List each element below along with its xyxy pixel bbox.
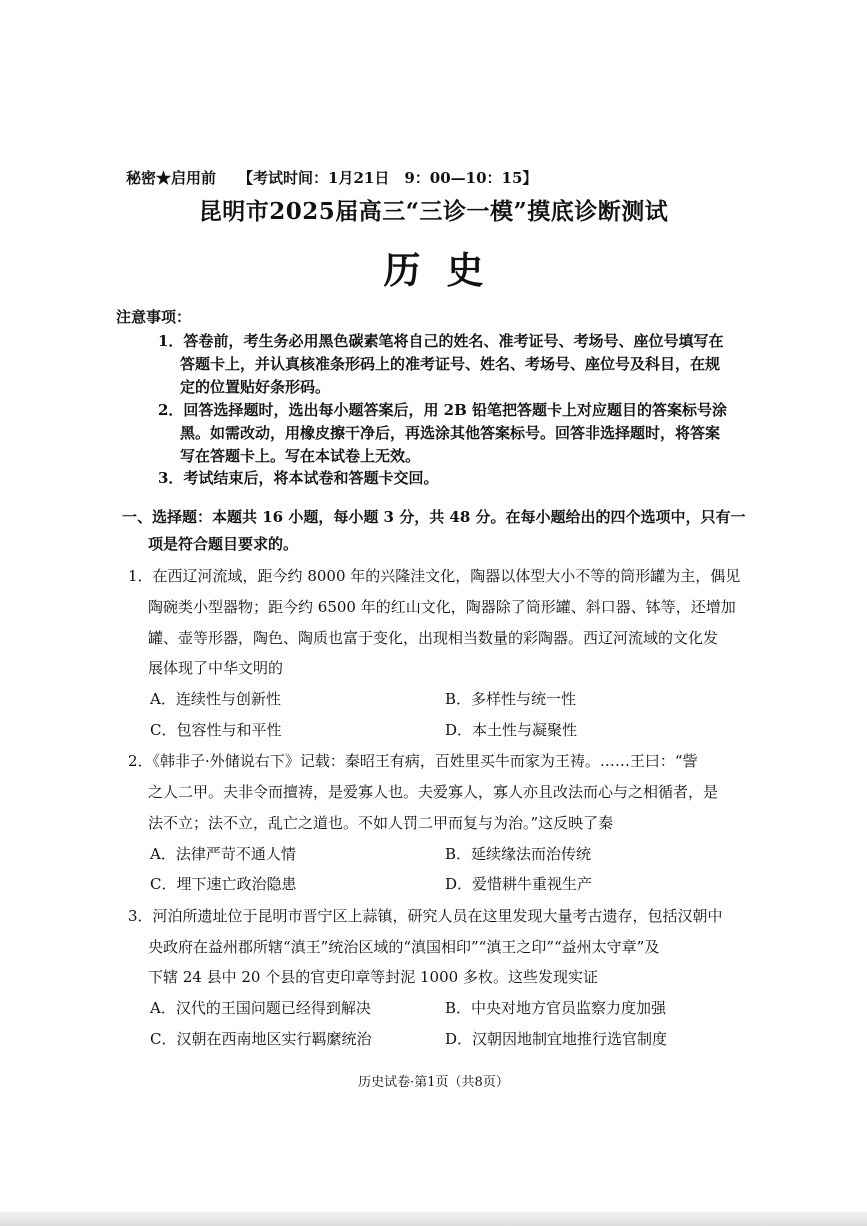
question-2-option-c[interactable]: C．埋下速亡政治隐患 — [150, 875, 297, 893]
notice-line: 3．考试结束后，将本试卷和答题卡交回。 — [158, 469, 439, 487]
notice-line: 黑。如需改动，用橡皮擦干净后，再选涂其他答案标号。回答非选择题时，将答案 — [180, 424, 721, 442]
question-3-line: 央政府在益州郡所辖“滇王”统治区域的“滇国相印”“滇王之印”“益州太守章”及 — [148, 938, 660, 956]
subject-title: 历史 — [383, 248, 510, 292]
question-3-line: 下辖 24 县中 20 个县的官吏印章等封泥 1000 多枚。这些发现实证 — [148, 968, 598, 986]
question-2-option-d[interactable]: D．爱惜耕牛重视生产 — [445, 875, 593, 893]
secret-mark: 秘密★启用前 — [126, 169, 217, 187]
notice-line: 2．回答选择题时，选出每小题答案后，用 2B 铅笔把答题卡上对应题目的答案标号涂 — [158, 401, 728, 419]
notice-line: 1．答卷前，考生务必用黑色碳素笔将自己的姓名、准考证号、考场号、座位号填写在 — [158, 332, 724, 350]
question-2-line: 法不立；法不立，乱亡之道也。不如人罚二甲而复与为治。”这反映了秦 — [148, 814, 614, 832]
question-1-option-c[interactable]: C．包容性与和平性 — [150, 721, 282, 739]
question-1-option-b[interactable]: B．多样性与统一性 — [445, 690, 577, 708]
exam-header — [126, 167, 537, 188]
question-1-line: 陶碗类小型器物；距今约 6500 年的红山文化，陶器除了筒形罐、斜口器、钵等，还增加 — [148, 598, 736, 616]
notice-heading: 注意事项： — [116, 308, 192, 326]
notice-line: 定的位置贴好条形码。 — [180, 378, 331, 396]
exam-time: 【考试时间：1月21日 9：00—10：15】 — [238, 169, 538, 187]
question-2-line: 之人二甲。夫非令而擅祷，是爱寡人也。夫爱寡人，寡人亦且改法而心与之相循者，是 — [148, 783, 719, 801]
question-3-option-d[interactable]: D．汉朝因地制宜地推行选官制度 — [445, 1030, 668, 1048]
question-1-option-a[interactable]: A．连续性与创新性 — [150, 690, 281, 708]
question-2-option-b[interactable]: B．延续缘法而治传统 — [445, 845, 592, 863]
question-2-line: 2．《韩非子·外储说右下》记载：秦昭王有病，百姓里买牛而家为王祷。……王曰：“訾 — [128, 752, 698, 770]
exam-title: 昆明市2025届高三“三诊一模”摸底诊断测试 — [198, 198, 669, 225]
question-1-option-d[interactable]: D．本土性与凝聚性 — [445, 721, 578, 739]
question-1-line: 1．在西辽河流域，距今约 8000 年的兴隆洼文化，陶器以体型大小不等的筒形罐为主，偶见 — [128, 567, 741, 585]
question-3-option-b[interactable]: B．中央对地方官员监察力度加强 — [445, 999, 667, 1017]
section-heading-cont: 项是符合题目要求的。 — [148, 535, 299, 553]
question-1-line: 罐、壶等形器，陶色、陶质也富于变化，出现相当数量的彩陶器。西辽河流域的文化发 — [148, 629, 719, 647]
question-3-option-c[interactable]: C．汉朝在西南地区实行羁縻统治 — [150, 1030, 372, 1048]
question-3-option-a[interactable]: A．汉代的王国问题已经得到解决 — [150, 999, 371, 1017]
question-1-line: 展体现了中华文明的 — [148, 659, 284, 677]
scan-edge-shadow — [0, 1212, 867, 1226]
page-footer: 历史试卷·第1页（共8页） — [358, 1075, 509, 1090]
notice-line: 答题卡上，并认真核准条形码上的准考证号、姓名、考场号、座位号及科目，在规 — [180, 355, 721, 373]
section-heading: 一、选择题：本题共 16 小题，每小题 3 分，共 48 分。在每小题给出的四个选项中，只有一 — [122, 508, 746, 526]
notice-line: 写在答题卡上。写在本试卷上无效。 — [180, 447, 421, 465]
question-3-line: 3．河泊所遗址位于昆明市晋宁区上蒜镇，研究人员在这里发现大量考古遗存，包括汉朝中 — [128, 907, 723, 925]
question-2-option-a[interactable]: A．法律严苛不通人情 — [150, 845, 296, 863]
